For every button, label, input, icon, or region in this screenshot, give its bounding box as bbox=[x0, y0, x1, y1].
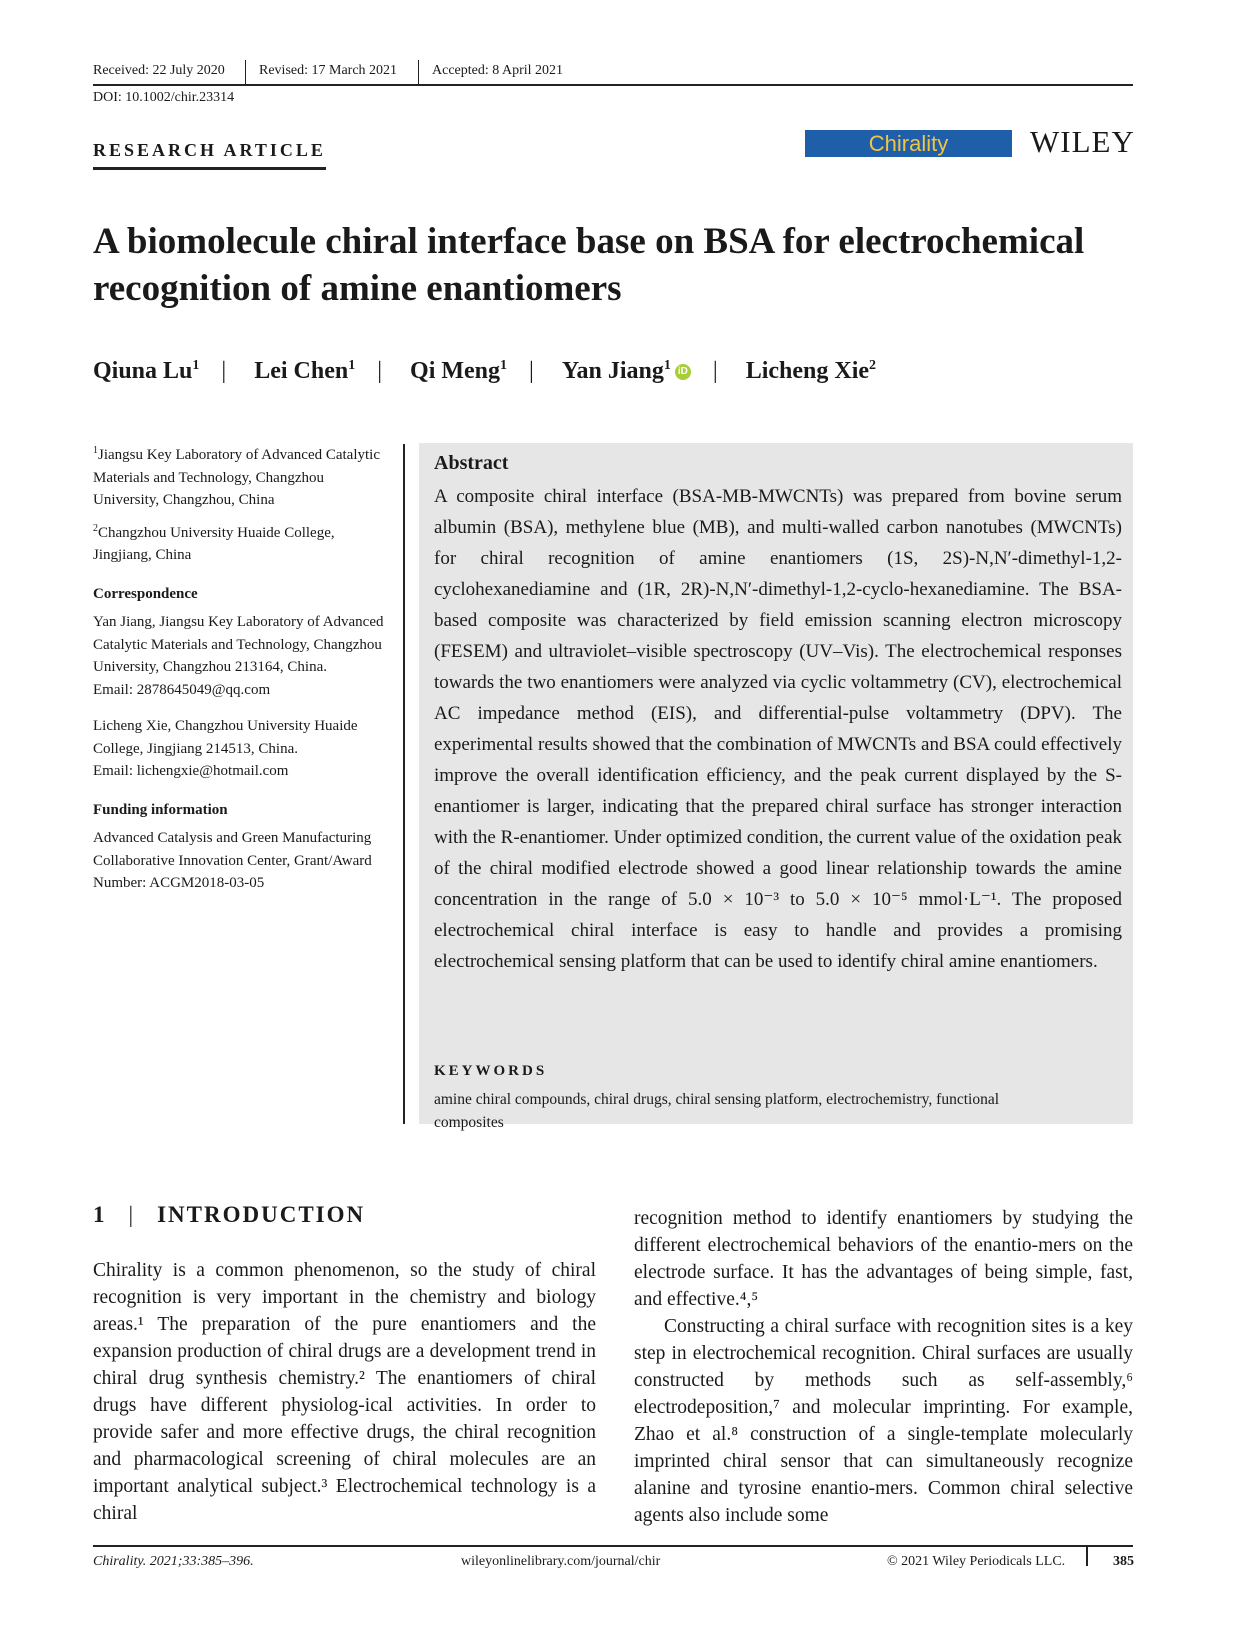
author[interactable]: Licheng Xie$^2$ bbox=[745, 358, 877, 384]
doi[interactable]: DOI: 10.1002/chir.23314 bbox=[93, 90, 235, 105]
accepted-date: Accepted: 8 April 2021 bbox=[432, 63, 564, 78]
paragraph: recognition method to identify enantiomers by studying the different electrochemical behaviors of the enantio-mers on the electrode surface. It has the advantages of being simple, fast, and effective.⁴,⁵ bbox=[634, 1208, 1133, 1310]
author[interactable]: Lei Chen$^1$ bbox=[254, 358, 356, 384]
abstract-text: A composite chiral interface (BSA-MB-MWCNTs) was prepared from bovine serum albumin (BSA), methylene blue (MB), and multi-walled carbon nanotubes (MWCNTs) for chiral recognition of amine enantiomers (1S, 2S)-N,N′-dimethyl-1,2-cyclohexanediamine and (1R, 2R)-N,N′-dimethyl-1,2-cyclo-hexanediamine. The BSA-based composite was characterized by field emission scanning electron microscopy (FESEM) and ultraviolet–visible spectroscopy (UV–Vis). The electrochemical responses towards the two enantiomers were analyzed via cyclic voltammetry (CV), electrochemical AC impedance method (EIS), and differential-pulse voltammetry (DPV). The experimental results showed that the combination of MWCNTs and BSA could effectively improve the overall identification efficiency, and the peak current displayed by the S-enantiomer is larger, indicating that the prepared chiral surface has stronger interaction with the R-enantiomer. Under optimized condition, the current value of the oxidation peak of the chiral modified electrode showed a good linear relationship towards the amine concentration in the range of 5.0 × 10⁻³ to 5.0 × 10⁻⁵ mmol·L⁻¹. The proposed electrochemical chiral interface is easy to handle and provides a promising electrochemical sensing platform that can be used to identify chiral amine enantiomers. bbox=[434, 486, 1122, 972]
section-heading-introduction: 1 | INTRODUCTION bbox=[93, 1202, 366, 1227]
correspondence-email-2[interactable]: Email: lichengxie@hotmail.com bbox=[93, 763, 289, 779]
author-list: Qiuna Lu$^1$ | Lei Chen$^1$ | Qi Meng$^1$ | Yan Jiang$^1$ iD | Licheng Xie$^2$ bbox=[93, 358, 877, 384]
footer-citation: Chirality. 2021;33:385–396. bbox=[93, 1554, 254, 1569]
section-title: INTRODUCTION bbox=[157, 1202, 366, 1227]
author[interactable]: Qi Meng$^1$ bbox=[410, 358, 508, 384]
publisher-logo: WILEY bbox=[1030, 124, 1135, 159]
affiliation-2: $^2$Changzhou University Huaide College, Jingjiang, China bbox=[93, 522, 335, 563]
funding-heading: Funding information bbox=[93, 801, 228, 818]
paper-title: A biomolecule chiral interface base on BSA for electrochemical recognition of amine enantiomers bbox=[93, 221, 1085, 309]
divider bbox=[245, 60, 246, 84]
footer-url[interactable]: wileyonlinelibrary.com/journal/chir bbox=[461, 1554, 661, 1569]
journal-logo: Chirality bbox=[805, 130, 1012, 157]
affiliation-1: $^1$Jiangsu Key Laboratory of Advanced Catalytic Materials and Technology, Changzhou University, Changzhou, China bbox=[93, 445, 380, 508]
correspondence-email-1[interactable]: Email: 2878645049@qq.com bbox=[93, 681, 271, 698]
correspondence-entry-1: Yan Jiang, Jiangsu Key Laboratory of Advanced Catalytic Materials and Technology, Changzhou University, Changzhou 213164, China. bbox=[93, 614, 384, 675]
funding-text: Advanced Catalysis and Green Manufacturing Collaborative Innovation Center, Grant/Award Number: ACGM2018-03-05 bbox=[93, 830, 372, 891]
article-type: RESEARCH ARTICLE bbox=[93, 140, 326, 170]
publication-dates bbox=[93, 60, 1133, 86]
correspondence-entry-2: Licheng Xie, Changzhou University Huaide College, Jingjiang 214513, China. bbox=[93, 718, 358, 757]
footer-divider bbox=[1086, 1546, 1088, 1566]
orcid-icon[interactable]: iD bbox=[675, 364, 691, 380]
abstract-heading: Abstract bbox=[434, 452, 509, 474]
revised-date: Revised: 17 March 2021 bbox=[259, 63, 398, 78]
paragraph: Chirality is a common phenomenon, so the study of chiral recognition is very important in the chemistry and biology areas.¹ The preparation of the pure enantiomers and the expansion production of chiral drugs are a development trend in chiral drug synthesis chemistry.² The enantiomers of chiral drugs have different physiolog-ical activities. In order to provide safer and more effective drugs, the chiral recognition and pharmacological screening of chiral molecules are an important analytical subject.³ Electrochemical technology is a chiral bbox=[93, 1260, 596, 1524]
author[interactable]: Yan Jiang$^1$ iD bbox=[562, 358, 691, 385]
page-number: 385 bbox=[1113, 1554, 1134, 1569]
body-column-right bbox=[634, 1205, 1133, 1529]
keywords-heading: KEYWORDS bbox=[434, 1063, 548, 1079]
correspondence-heading: Correspondence bbox=[93, 585, 198, 602]
article-info-sidebar bbox=[93, 440, 393, 901]
divider bbox=[418, 60, 419, 84]
footer-copyright: © 2021 Wiley Periodicals LLC. bbox=[887, 1554, 1066, 1569]
author[interactable]: Qiuna Lu$^1$ bbox=[93, 358, 200, 384]
paragraph: Constructing a chiral surface with recognition sites is a key step in electrochemical recognition. Chiral surfaces are usually constructed by methods such as self-assembly,⁶ electrodeposition,⁷ and molecular imprinting. For example, Zhao et al.⁸ construction of a single-template molecularly imprinted chiral sensor that can simultaneously recognize alanine and tyrosine enantio-mers. Common chiral selective agents also include some bbox=[634, 1316, 1133, 1526]
received-date: Received: 22 July 2020 bbox=[93, 63, 225, 78]
body-column-left bbox=[93, 1257, 596, 1527]
section-number: 1 bbox=[93, 1202, 107, 1227]
footer-rule bbox=[93, 1545, 1133, 1547]
keywords-text: amine chiral compounds, chiral drugs, chiral sensing platform, electrochemistry, functional composites bbox=[434, 1091, 1000, 1131]
sidebar-divider bbox=[403, 444, 405, 1124]
